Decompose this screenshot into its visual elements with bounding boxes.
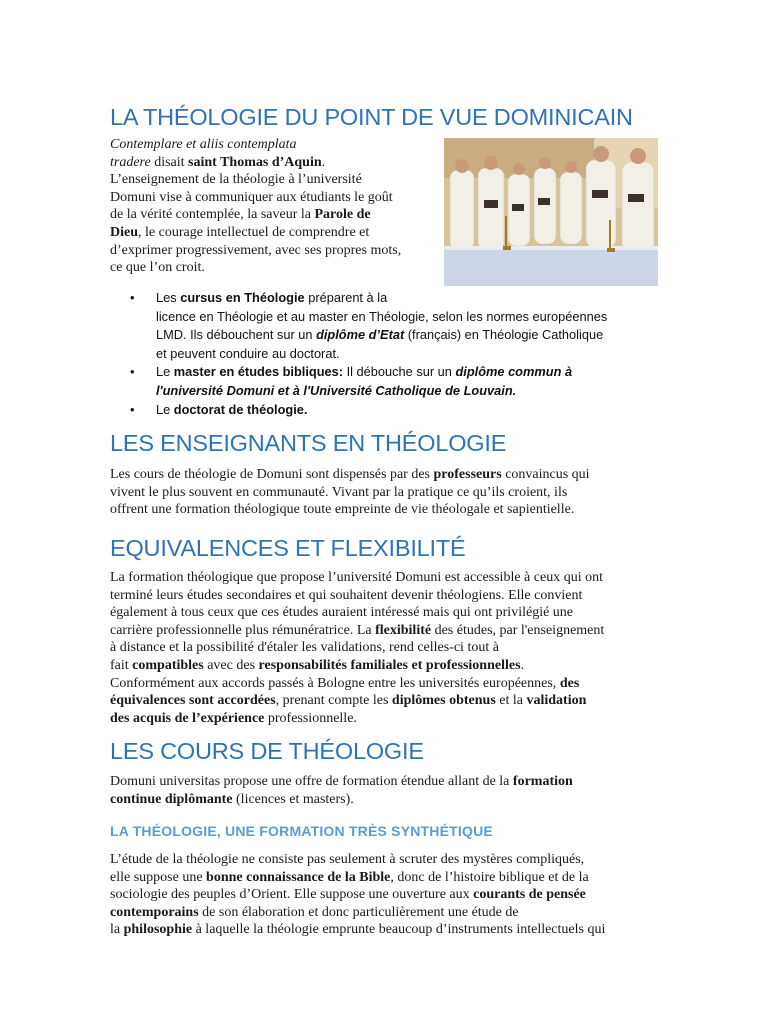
bullet-icon: • bbox=[130, 401, 135, 417]
text: Les cours de théologie de Domuni sont dispensés par des bbox=[110, 467, 434, 482]
dominican-friars-photo bbox=[444, 138, 658, 286]
bullet-bold-italic: l'université Domuni et à l'Université Catholique de Louvain. bbox=[156, 382, 517, 398]
bold-text: professeurs bbox=[433, 467, 502, 482]
bold-text: contemporains bbox=[110, 904, 199, 920]
bold-text: continue diplômante bbox=[110, 791, 233, 807]
bold-text: philosophie bbox=[123, 922, 193, 938]
text: (licences et masters). bbox=[232, 791, 354, 807]
intro-line: Domuni vise à communiquer aux étudiants le goût bbox=[110, 189, 393, 205]
bullet-text: Le bbox=[156, 364, 174, 380]
text: avec des bbox=[203, 657, 259, 673]
bold-text: formation bbox=[512, 774, 573, 789]
bullet-icon: • bbox=[130, 290, 135, 305]
equivalences-paragraph bbox=[110, 569, 658, 727]
subsection-title-synthetique: LA THÉOLOGIE, UNE FORMATION TRÈS SYNTHÉTIQUE bbox=[110, 823, 493, 839]
text: professionnelle. bbox=[264, 710, 357, 726]
text: , donc de l’histoire biblique et de la bbox=[390, 869, 589, 885]
text: sociologie des peuples d’Orient. Elle suppose une ouverture aux bbox=[110, 887, 474, 903]
text: Conformément aux accords passés à Bologne entre les universités européennes, bbox=[110, 675, 560, 691]
synthetique-paragraph bbox=[110, 851, 658, 939]
bullet-icon: • bbox=[130, 364, 135, 380]
text: Domuni universitas propose une offre de formation étendue allant de la bbox=[110, 774, 513, 789]
bullet-text: LMD. Ils débouchent sur un bbox=[156, 327, 317, 343]
bold-text: bonne connaissance de la Bible bbox=[206, 869, 391, 885]
text: fait bbox=[110, 657, 133, 673]
text-line: vivent le plus souvent en communauté. Vivant par la pratique ce qu’ils croient, ils bbox=[110, 484, 568, 500]
intro-text: de la vérité contemplée, la saveur la bbox=[110, 207, 315, 223]
bold-text: responsabilités familiales et professionnelles bbox=[258, 657, 521, 673]
intro-said: disait bbox=[150, 154, 189, 170]
text-line: à distance et la possibilité d'étaler les validations, rend celles-ci tout à bbox=[110, 640, 499, 656]
intro-period: . bbox=[321, 154, 326, 170]
intro-author: saint Thomas d’Aquin bbox=[188, 154, 322, 170]
text: et la bbox=[495, 693, 527, 709]
list-item bbox=[110, 363, 670, 400]
text: la bbox=[110, 922, 124, 938]
bullet-bold-italic: diplôme commun à bbox=[455, 364, 573, 380]
bullet-bold-italic: diplôme d’Etat bbox=[316, 327, 405, 343]
bold-text: des bbox=[559, 675, 580, 691]
text: à laquelle la théologie emprunte beaucoup d’instruments intellectuels qui bbox=[192, 922, 606, 938]
latin-quote-line-2: tradere bbox=[110, 154, 151, 170]
text-line: offrent une formation théologique toute empreinte de vie théologale et sapientielle. bbox=[110, 502, 575, 518]
bold-text: équivalences sont accordées bbox=[110, 693, 276, 709]
cours-paragraph bbox=[110, 773, 658, 808]
text: des études, par l'enseignement bbox=[431, 622, 605, 638]
text: carrière professionnelle plus rémunératrice. La bbox=[110, 622, 376, 638]
intro-line: ce que l’on croit. bbox=[110, 260, 205, 276]
list-item bbox=[110, 401, 670, 420]
page-title: LA THÉOLOGIE DU POINT DE VUE DOMINICAIN bbox=[110, 104, 633, 130]
bullet-bold: cursus en Théologie bbox=[180, 290, 305, 305]
bullet-line: licence en Théologie et au master en Théologie, selon les normes européennes bbox=[156, 308, 608, 324]
bullet-bold: doctorat de théologie. bbox=[173, 401, 308, 417]
latin-quote-line-1: Contemplare et aliis contemplata bbox=[110, 137, 297, 152]
photo-illustration bbox=[444, 138, 658, 286]
list-item bbox=[110, 289, 670, 363]
bullet-text: Le bbox=[156, 401, 174, 417]
intro-line: d’exprimer progressivement, avec ses propres mots, bbox=[110, 242, 402, 258]
intro-paragraph bbox=[110, 136, 410, 277]
intro-text: , le courage intellectuel de comprendre et bbox=[138, 224, 370, 240]
text-line: L’étude de la théologie ne consiste pas seulement à scruter des mystères compliqués, bbox=[110, 852, 585, 867]
section-title-cours: LES COURS DE THÉOLOGIE bbox=[110, 738, 424, 764]
bold-text: compatibles bbox=[132, 657, 204, 673]
bullet-bold: master en études bibliques: bbox=[173, 364, 344, 380]
intro-bold: Parole de bbox=[314, 207, 371, 223]
bullet-text: (français) en Théologie Catholique bbox=[404, 327, 604, 343]
text: convaincus qui bbox=[501, 467, 590, 482]
text: . bbox=[520, 657, 525, 673]
bullet-line: et peuvent conduire au doctorat. bbox=[156, 345, 340, 361]
section-title-equivalences: EQUIVALENCES ET FLEXIBILITÉ bbox=[110, 535, 466, 561]
enseignants-paragraph bbox=[110, 466, 658, 519]
text: de son élaboration et donc particulièrement une étude de bbox=[198, 904, 519, 920]
bullet-text: Il débouche sur un bbox=[343, 364, 456, 380]
bold-text: des acquis de l’expérience bbox=[110, 710, 265, 726]
bullet-text: préparent à la bbox=[304, 290, 388, 305]
bold-text: validation bbox=[526, 693, 587, 709]
text-line: terminé leurs études secondaires et qui souhaitent devenir théologiens. Elle convient bbox=[110, 587, 583, 603]
bold-text: flexibilité bbox=[375, 622, 432, 638]
section-title-enseignants: LES ENSEIGNANTS EN THÉOLOGIE bbox=[110, 430, 507, 456]
intro-bold: Dieu bbox=[110, 224, 138, 240]
bullet-text: Les bbox=[156, 290, 181, 305]
intro-line: L’enseignement de la théologie à l’université bbox=[110, 172, 362, 188]
bullet-list bbox=[110, 289, 670, 419]
text-line: La formation théologique que propose l’université Domuni est accessible à ceux qui ont bbox=[110, 570, 603, 585]
text: , prenant compte les bbox=[275, 693, 392, 709]
bold-text: diplômes obtenus bbox=[391, 693, 496, 709]
text: elle suppose une bbox=[110, 869, 207, 885]
text-line: également à tous ceux que ces études auraient intéressé mais qui ont privilégié une bbox=[110, 605, 574, 621]
bold-text: courants de pensée bbox=[473, 887, 586, 903]
